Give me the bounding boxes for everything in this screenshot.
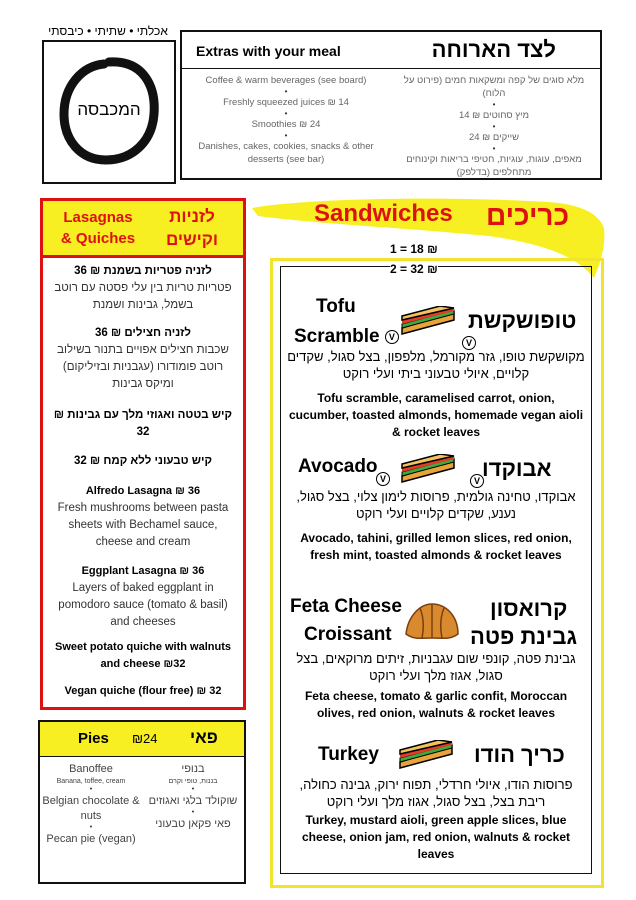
sandwich-name-en xyxy=(298,456,378,478)
lasagna-item-desc: Fresh mushrooms between pasta sheets with Bechamel sauce, cheese and cream xyxy=(57,502,229,548)
lasagna-header xyxy=(43,201,243,258)
lasagna-title-he-1: לזניות xyxy=(169,207,215,226)
lasagna-item-title: Alfredo Lasagna ₪ 36 xyxy=(85,485,201,497)
pie-item-he: פאי פקאן טבעוני xyxy=(155,818,231,830)
lasagna-item xyxy=(49,453,237,470)
sandwich-price-double: ₪ 32 = 2 xyxy=(390,262,438,276)
lasagna-box xyxy=(40,198,246,710)
pie-item-en: Banoffee xyxy=(69,763,113,775)
extras-item-en: Danishes, cakes, cookies, snacks & other desserts (see bar) xyxy=(198,141,374,165)
extras-title-en: Extras with your meal xyxy=(196,43,341,59)
sandwiches-title-en: Sandwiches xyxy=(314,200,453,227)
lasagna-item-title: Eggplant Lasagna ₪ 36 xyxy=(81,565,205,577)
pies-list-he: בנופי בננות, טופי וקרם • שוקולד בלגי ואגוזים • פאי פקאן טבעוני xyxy=(144,762,242,832)
sandwich-desc-en: Turkey, mustard aioli, green apple slices, blue cheese, onion jam, red onion, walnuts & rocket leaves xyxy=(301,813,571,861)
lasagna-item xyxy=(49,407,237,441)
sandwiches-title-he: כריכים xyxy=(486,200,570,231)
lasagna-item xyxy=(49,563,237,631)
pie-item-he: בנופי xyxy=(181,763,205,775)
sandwich-name-he: אבוקדו xyxy=(482,456,552,481)
lasagna-item-desc: Layers of baked eggplant in pomodoro sauce (tomato & basil) and cheeses xyxy=(58,582,228,628)
extras-header xyxy=(182,32,600,69)
lasagna-title-en-1: Lasagnas xyxy=(63,209,133,226)
pies-header xyxy=(40,722,244,757)
lasagna-item-title: Vegan quiche (flour free) ₪ 32 xyxy=(64,685,222,697)
extras-list-he: מלא סוגים של קפה ומשקאות חמים (פירוט על הלוח) • מיץ סחוטים ₪ 14 • שייקים ₪ 24 • מאפים, עוגות, עוגיות, חטיפי בריאות וקינוחים מתחלפים (בדלפק) xyxy=(394,72,594,179)
lasagna-item xyxy=(49,483,237,551)
vegan-mark-icon: V xyxy=(470,474,484,488)
lasagna-item-desc: פטריות טריות בין עלי פסטה עם רוטב בשמל, גבינות ושמנת xyxy=(54,282,232,311)
extras-item-en: Coffee & warm beverages (see board) xyxy=(205,75,367,86)
vegan-mark-icon: V xyxy=(376,472,390,486)
lasagna-item xyxy=(49,683,237,700)
lasagna-item-title: לזניה חצילים ₪ 36 xyxy=(95,327,191,339)
pies-list-en: Banoffee Banana, toffee, cream • Belgian chocolate & nuts • Pecan pie (vegan) xyxy=(42,763,140,845)
sandwich-name-he xyxy=(468,308,576,334)
lasagna-item xyxy=(49,325,237,393)
extras-title-he: לצד הארוחה xyxy=(431,37,556,62)
extras-box xyxy=(180,30,602,180)
lasagna-item xyxy=(49,263,237,314)
lasagna-item-title: קיש טבעוני ללא קמח ₪ 32 xyxy=(73,455,213,467)
sandwich-name-en: Tofu xyxy=(316,296,356,317)
pie-item-he-sub: בננות, טופי וקרם xyxy=(168,778,218,785)
lasagna-title-he xyxy=(147,205,237,251)
sandwich-name-en-1: Avocado xyxy=(298,456,378,477)
sandwich-name-he: גבינת פטה xyxy=(470,624,577,649)
pie-item-en: Pecan pie (vegan) xyxy=(46,833,136,845)
sandwich-name-en: Feta Cheese xyxy=(290,596,402,617)
sandwich-desc-en: Avocado, tahini, grilled lemon slices, red onion, fresh mint, toasted almonds & rocket leaves xyxy=(300,531,572,562)
sandwich-icon xyxy=(400,306,456,336)
pie-item-en-sub: Banana, toffee, cream xyxy=(56,778,126,785)
pies-title-he: פאי xyxy=(190,728,218,747)
sandwich-icon xyxy=(398,740,454,770)
lasagna-item-desc: שכבות חצילים אפויים בתנור בשילוב רוטב פומודורו (עגבניות ובזיליקום) ומיקס גבינות xyxy=(57,344,229,390)
sandwich-name-he-text: טופושקשת xyxy=(468,308,577,333)
lasagna-title-en-2: & Quiches xyxy=(60,230,136,247)
sandwich-name-he: כריך הודו xyxy=(474,742,565,767)
sandwich-desc-en: Tofu scramble, caramelised carrot, onion, cucumber, toasted almonds, homemade vegan aioli & rocket leaves xyxy=(288,391,584,439)
extras-item-he: מלא סוגים של קפה ומשקאות חמים (פירוט על הלוח) xyxy=(403,75,585,99)
sandwich-desc-en: Feta cheese, tomato & garlic confit, Moroccan olives, red onion, walnuts & rocket leaves xyxy=(304,689,568,720)
extras-item-he: מאפים, עוגות, עוגיות, חטיפי בריאות וקינוחים מתחלפים (בדלפק) xyxy=(406,154,582,178)
sandwich-name-he: קרואסון xyxy=(490,596,568,621)
sandwich-icon xyxy=(400,454,456,484)
pie-item-he: שוקולד בלגי ואגוזים xyxy=(148,795,238,807)
lasagna-title-en xyxy=(53,207,143,249)
vegan-mark-icon: V xyxy=(385,330,399,344)
logo-name: המכבסה xyxy=(77,100,141,119)
logo-tagline: אכלתי • שתיתי • כיבסתי xyxy=(48,24,168,38)
croissant-icon xyxy=(402,598,462,644)
sandwich-desc-he: גבינת פטה, קונפי שום עגבניות, זיתים מרוקאים, בצל סגול, אגוז מלך ועלי רוקט xyxy=(296,651,576,683)
logo xyxy=(42,40,176,184)
pies-price: ₪24 xyxy=(132,731,158,746)
sandwich-price-single: ₪ 18 = 1 xyxy=(390,242,438,256)
lasagna-item xyxy=(49,639,237,673)
sandwich-name-en xyxy=(294,326,399,348)
lasagna-item-title: Sweet potato quiche with walnuts and cheese ₪32 xyxy=(54,641,231,670)
extras-item-he: מיץ סחוטים ₪ 14 xyxy=(458,110,530,121)
pie-item-en: Belgian chocolate & nuts xyxy=(42,795,140,822)
extras-item-en: Freshly squeezed juices ₪ 14 xyxy=(223,97,349,108)
sandwich-name-en: Croissant xyxy=(304,624,392,645)
lasagna-title-he-2: וקישים xyxy=(165,230,219,249)
sandwich-desc-he: אבוקדו, טחינה גולמית, פרוסות לימון צלוי, בצל סגול, נענע, שקדים קלויים ועלי רוקט xyxy=(296,489,576,521)
sandwich-name-en: Turkey xyxy=(318,744,379,765)
sandwich-desc-he: מקושקשת טופו, גזר מקורמל, מלפפון, בצל סגול, שקדים קלויים, איולי טבעוני ביתי ועלי רוקט xyxy=(287,349,585,381)
sandwich-desc-he: פרוסות הודו, איולי חרדלי, תפוח ירוק, גבינה כחולה, ריבת בצל, בצל סגול, אגוז מלך ועלי רוקט xyxy=(299,777,573,809)
sandwich-name-en-2: Scramble xyxy=(294,326,380,347)
extras-item-he: שייקים ₪ 24 xyxy=(468,132,520,143)
pies-box xyxy=(38,720,246,884)
lasagna-item-title: לזניה פטריות בשמנת ₪ 36 xyxy=(74,265,212,277)
pies-title-en: Pies xyxy=(78,730,109,747)
lasagna-item-title: קיש בטטה ואגוזי מלך עם גבינות ₪ 32 xyxy=(53,409,233,438)
extras-item-en: Smoothies ₪ 24 xyxy=(251,119,321,130)
extras-list-en: Coffee & warm beverages (see board) • Freshly squeezed juices ₪ 14 • Smoothies ₪ 24 • Danishes, cakes, cookies, snacks & other desserts (see bar) xyxy=(186,72,386,166)
vegan-mark-icon: V xyxy=(462,336,476,350)
